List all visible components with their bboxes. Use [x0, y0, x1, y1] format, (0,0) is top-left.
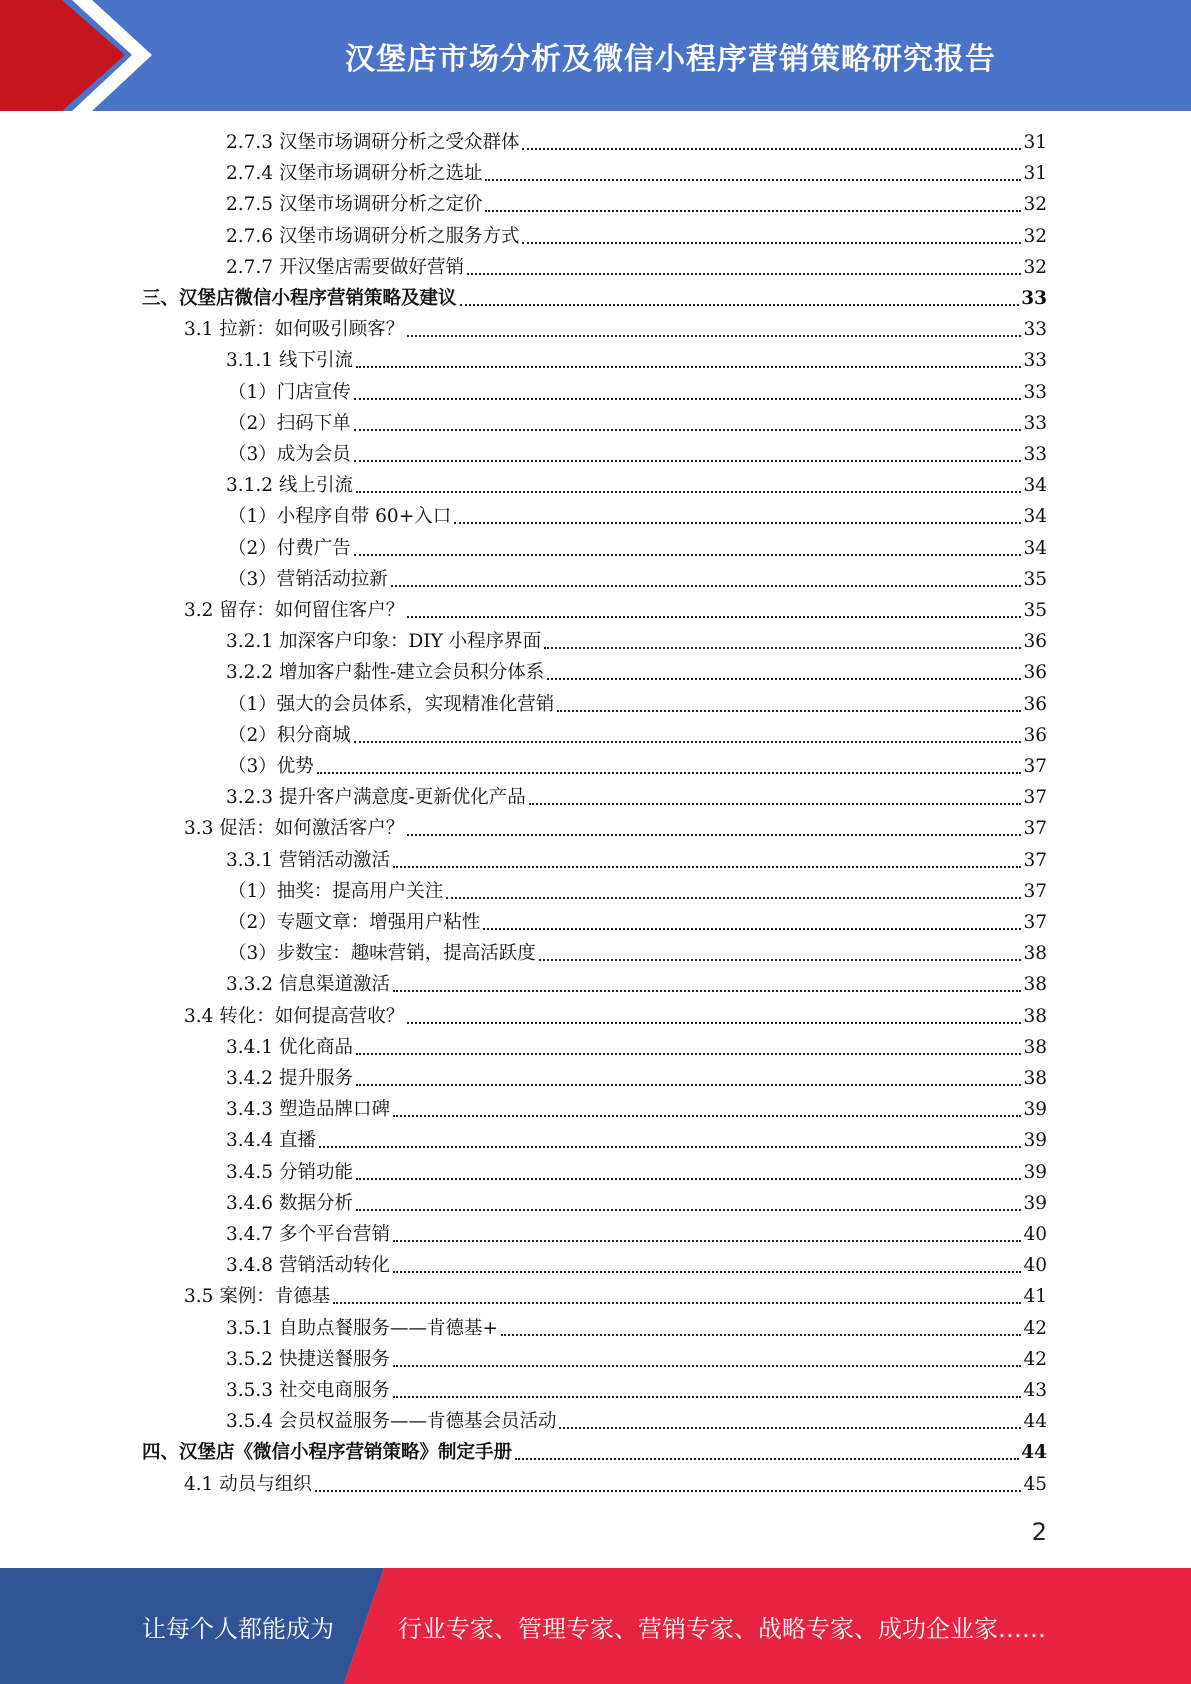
toc-entry-title: 3.4.1 优化商品: [226, 1036, 353, 1058]
toc-entry-title: 2.7.7 开汉堡店需要做好营销: [226, 256, 464, 278]
toc-entry[interactable]: [226, 221, 1047, 252]
toc-entry-title: 2.7.5 汉堡市场调研分析之定价: [226, 194, 483, 216]
toc-dot-leader: [393, 1365, 1021, 1367]
toc-entry-page-number: 34: [1023, 475, 1047, 497]
toc-entry[interactable]: [228, 533, 1047, 564]
toc-entry-page-number: 32: [1023, 225, 1047, 247]
toc-entry-page-number: 44: [1021, 1442, 1047, 1464]
toc-dot-leader: [317, 772, 1022, 774]
toc-entry[interactable]: [226, 127, 1047, 158]
toc-entry-page-number: 37: [1023, 912, 1047, 933]
toc-entry-page-number: 42: [1023, 1317, 1047, 1339]
toc-entry-title: 3.4.2 提升服务: [226, 1068, 353, 1089]
toc-entry-page-number: 37: [1023, 787, 1047, 809]
page-number: 2: [1031, 1518, 1047, 1546]
toc-entry-page-number: 31: [1023, 132, 1047, 153]
toc-entry-page-number: 37: [1023, 849, 1047, 871]
toc-entry[interactable]: [226, 1125, 1047, 1156]
toc-entry-page-number: 36: [1023, 693, 1047, 715]
toc-entry-page-number: 36: [1023, 631, 1047, 653]
toc-entry-page-number: 35: [1023, 568, 1047, 590]
toc-entry-page-number: 37: [1023, 880, 1047, 902]
toc-entry-page-number: 40: [1023, 1255, 1047, 1277]
toc-entry-page-number: 39: [1023, 1161, 1047, 1183]
toc-entry-title: 3.4 转化：如何提高营收？: [184, 1005, 405, 1027]
toc-entry[interactable]: [226, 1344, 1047, 1375]
toc-dot-leader: [319, 1146, 1022, 1148]
toc-entry-page-number: 40: [1023, 1224, 1047, 1245]
toc-dot-leader: [539, 959, 1022, 961]
toc-entry[interactable]: [184, 314, 1047, 345]
toc-entry-page-number: 43: [1023, 1380, 1047, 1401]
toc-dot-leader: [407, 834, 1021, 836]
footer-slogan-right: 行业专家、管理专家、营销专家、战略专家、成功企业家……: [398, 1614, 1046, 1643]
toc-entry[interactable]: [226, 1250, 1047, 1281]
document-title: 汉堡店市场分析及微信小程序营销策略研究报告: [345, 41, 996, 77]
toc-dot-leader: [483, 928, 1021, 930]
toc-dot-leader: [454, 522, 1021, 524]
toc-entry[interactable]: [228, 876, 1047, 907]
toc-entry-title: 3.3.1 营销活动激活: [226, 849, 390, 871]
toc-entry-title: 3.4.3 塑造品牌口碑: [226, 1099, 390, 1121]
toc-entry-page-number: 38: [1023, 974, 1047, 996]
toc-entry-title: 3.3 促活：如何激活客户？: [184, 818, 405, 840]
toc-entry[interactable]: [228, 689, 1047, 720]
toc-dot-leader: [391, 585, 1022, 587]
toc-dot-leader: [393, 990, 1021, 992]
toc-entry-title: （2）积分商城: [228, 724, 351, 746]
toc-entry[interactable]: [226, 1219, 1047, 1250]
toc-dot-leader: [354, 460, 1022, 462]
toc-dot-leader: [356, 491, 1022, 493]
toc-entry[interactable]: [184, 1469, 1047, 1500]
toc-entry[interactable]: [184, 1281, 1047, 1312]
toc-entry[interactable]: [226, 657, 1047, 688]
toc-entry-title: 3.4.5 分销功能: [226, 1161, 353, 1183]
toc-dot-leader: [356, 1178, 1022, 1180]
toc-dot-leader: [515, 1458, 1019, 1460]
toc-entry-title: 四、汉堡店《微信小程序营销策略》制定手册: [142, 1442, 513, 1464]
toc-entry-title: 3.4.8 营销活动转化: [226, 1255, 390, 1277]
toc-entry-title: （3）成为会员: [228, 444, 351, 465]
toc-entry-page-number: 35: [1023, 600, 1047, 621]
toc-dot-leader: [407, 616, 1021, 618]
toc-entry[interactable]: [228, 377, 1047, 408]
toc-entry-title: 三、汉堡店微信小程序营销策略及建议: [142, 288, 457, 309]
footer-banner: [0, 1568, 1191, 1684]
toc-entry[interactable]: [184, 813, 1047, 844]
toc-entry-page-number: 38: [1023, 1036, 1047, 1058]
toc-entry[interactable]: [142, 283, 1047, 314]
toc-dot-leader: [559, 1427, 1021, 1429]
toc-dot-leader: [446, 897, 1021, 899]
toc-entry-title: 3.5.3 社交电商服务: [226, 1380, 390, 1401]
toc-dot-leader: [485, 179, 1021, 181]
toc-entry-title: 3.5.2 快捷送餐服务: [226, 1348, 390, 1370]
toc-entry-page-number: 32: [1023, 256, 1047, 278]
toc-entry[interactable]: [226, 845, 1047, 876]
toc-dot-leader: [485, 210, 1021, 212]
toc-entry-title: 3.5.4 会员权益服务——肯德基会员活动: [226, 1411, 557, 1433]
toc-entry[interactable]: [228, 501, 1047, 532]
toc-entry-title: 3.2.1 加深客户印象：DIY 小程序界面: [226, 631, 542, 653]
toc-entry-page-number: 42: [1023, 1348, 1047, 1370]
toc-entry[interactable]: [142, 1437, 1047, 1468]
toc-entry[interactable]: [226, 782, 1047, 813]
toc-entry-page-number: 37: [1023, 818, 1047, 840]
toc-entry-title: 3.2 留存：如何留住客户？: [184, 600, 405, 621]
toc-entry[interactable]: [226, 1032, 1047, 1063]
toc-entry-page-number: 39: [1023, 1130, 1047, 1152]
toc-entry-title: 3.5 案例：肯德基: [184, 1286, 331, 1308]
toc-entry-page-number: 45: [1023, 1473, 1047, 1495]
toc-dot-leader: [354, 398, 1022, 400]
toc-entry[interactable]: [228, 408, 1047, 439]
toc-dot-leader: [354, 741, 1022, 743]
toc-entry[interactable]: [226, 252, 1047, 283]
toc-dot-leader: [354, 554, 1022, 556]
toc-dot-leader: [529, 803, 1022, 805]
toc-entry-page-number: 32: [1023, 194, 1047, 216]
toc-entry[interactable]: [226, 969, 1047, 1000]
toc-entry[interactable]: [226, 345, 1047, 376]
toc-entry-page-number: 39: [1023, 1099, 1047, 1121]
toc-entry-title: 3.4.7 多个平台营销: [226, 1224, 390, 1245]
toc-entry[interactable]: [228, 439, 1047, 470]
toc-entry-page-number: 33: [1023, 319, 1047, 341]
toc-entry-page-number: 34: [1023, 506, 1047, 528]
toc-entry-title: （1）门店宣传: [228, 381, 351, 403]
toc-entry-title: （3）营销活动拉新: [228, 568, 388, 590]
toc-entry-title: 3.1.2 线上引流: [226, 475, 353, 497]
toc-dot-leader: [501, 1334, 1021, 1336]
toc-entry-page-number: 33: [1021, 288, 1047, 309]
toc-dot-leader: [356, 1209, 1022, 1211]
toc-entry[interactable]: [226, 1406, 1047, 1437]
toc-entry[interactable]: [226, 1313, 1047, 1344]
header-banner: [0, 0, 1191, 111]
toc-entry-title: 2.7.6 汉堡市场调研分析之服务方式: [226, 225, 520, 247]
toc-entry-page-number: 38: [1023, 1005, 1047, 1027]
toc-dot-leader: [407, 335, 1021, 337]
toc-entry-title: 3.5.1 自助点餐服务——肯德基+: [226, 1317, 498, 1339]
toc-dot-leader: [393, 1396, 1021, 1398]
toc-entry[interactable]: [228, 938, 1047, 969]
toc-entry[interactable]: [184, 1001, 1047, 1032]
toc-entry-page-number: 33: [1023, 412, 1047, 434]
toc-dot-leader: [547, 678, 1021, 680]
footer-slogan-left: 让每个人都能成为: [142, 1614, 334, 1643]
toc-dot-leader: [356, 1053, 1022, 1055]
toc-entry-title: 3.3.2 信息渠道激活: [226, 974, 390, 996]
toc-entry[interactable]: [226, 1094, 1047, 1125]
toc-entry[interactable]: [228, 720, 1047, 751]
toc-entry[interactable]: [226, 470, 1047, 501]
toc-entry-page-number: 39: [1023, 1192, 1047, 1214]
toc-entry-title: （1）强大的会员体系，实现精准化营销: [228, 693, 555, 715]
toc-entry-title: （3）优势: [228, 756, 314, 777]
toc-dot-leader: [557, 710, 1021, 712]
toc-entry[interactable]: [228, 907, 1047, 938]
toc-entry[interactable]: [226, 158, 1047, 189]
toc-entry-page-number: 36: [1023, 662, 1047, 684]
toc-entry-page-number: 36: [1023, 724, 1047, 746]
toc-entry-page-number: 34: [1023, 537, 1047, 559]
toc-dot-leader: [393, 1115, 1021, 1117]
toc-dot-leader: [393, 1240, 1021, 1242]
toc-dot-leader: [333, 1302, 1021, 1304]
toc-entry[interactable]: [228, 564, 1047, 595]
toc-entry-page-number: 38: [1023, 1068, 1047, 1089]
toc-entry-title: （2）付费广告: [228, 537, 351, 559]
toc-dot-leader: [467, 273, 1021, 275]
toc-dot-leader: [393, 1271, 1021, 1273]
toc-entry-page-number: 31: [1023, 163, 1047, 185]
toc-entry-page-number: 33: [1023, 350, 1047, 372]
toc-entry-page-number: 33: [1023, 444, 1047, 465]
toc-entry-page-number: 33: [1023, 381, 1047, 403]
toc-entry-title: （1）抽奖：提高用户关注: [228, 880, 444, 902]
toc-entry-title: 2.7.4 汉堡市场调研分析之选址: [226, 163, 483, 185]
toc-dot-leader: [354, 429, 1022, 431]
toc-dot-leader: [356, 1084, 1022, 1086]
toc-dot-leader: [544, 647, 1021, 649]
toc-entry-title: 3.2.2 增加客户黏性-建立会员积分体系: [226, 662, 545, 684]
toc-entry-page-number: 37: [1023, 756, 1047, 777]
toc-dot-leader: [356, 366, 1022, 368]
toc-entry[interactable]: [226, 1157, 1047, 1188]
toc-dot-leader: [460, 304, 1020, 306]
toc-entry-title: （2）专题文章：增强用户粘性: [228, 912, 481, 933]
toc-entry[interactable]: [228, 751, 1047, 782]
toc-entry[interactable]: [184, 595, 1047, 626]
toc-entry[interactable]: [226, 189, 1047, 220]
toc-entry-title: （1）小程序自带 60+入口: [228, 506, 452, 528]
toc-entry[interactable]: [226, 1188, 1047, 1219]
toc-dot-leader: [407, 1022, 1021, 1024]
toc-entry[interactable]: [226, 1063, 1047, 1094]
toc-entry-page-number: 44: [1023, 1411, 1047, 1433]
toc-entry-title: 3.4.6 数据分析: [226, 1192, 353, 1214]
toc-entry-page-number: 41: [1023, 1286, 1047, 1308]
toc-entry-title: 3.2.3 提升客户满意度-更新优化产品: [226, 787, 526, 809]
toc-entry-title: （2）扫码下单: [228, 412, 351, 434]
toc-entry[interactable]: [226, 626, 1047, 657]
toc-dot-leader: [522, 242, 1021, 244]
toc-entry-page-number: 38: [1023, 943, 1047, 965]
toc-entry[interactable]: [226, 1375, 1047, 1406]
toc-entry-title: 2.7.3 汉堡市场调研分析之受众群体: [226, 132, 520, 153]
toc-dot-leader: [315, 1490, 1022, 1492]
toc-entry-title: 3.1.1 线下引流: [226, 350, 353, 372]
toc-entry-title: （3）步数宝：趣味营销，提高活跃度: [228, 943, 536, 965]
toc-dot-leader: [393, 866, 1021, 868]
toc-entry-title: 4.1 动员与组织: [184, 1473, 312, 1495]
toc-entry-title: 3.4.4 直播: [226, 1130, 316, 1152]
toc-entry-title: 3.1 拉新：如何吸引顾客？: [184, 319, 405, 341]
toc-dot-leader: [522, 148, 1021, 150]
